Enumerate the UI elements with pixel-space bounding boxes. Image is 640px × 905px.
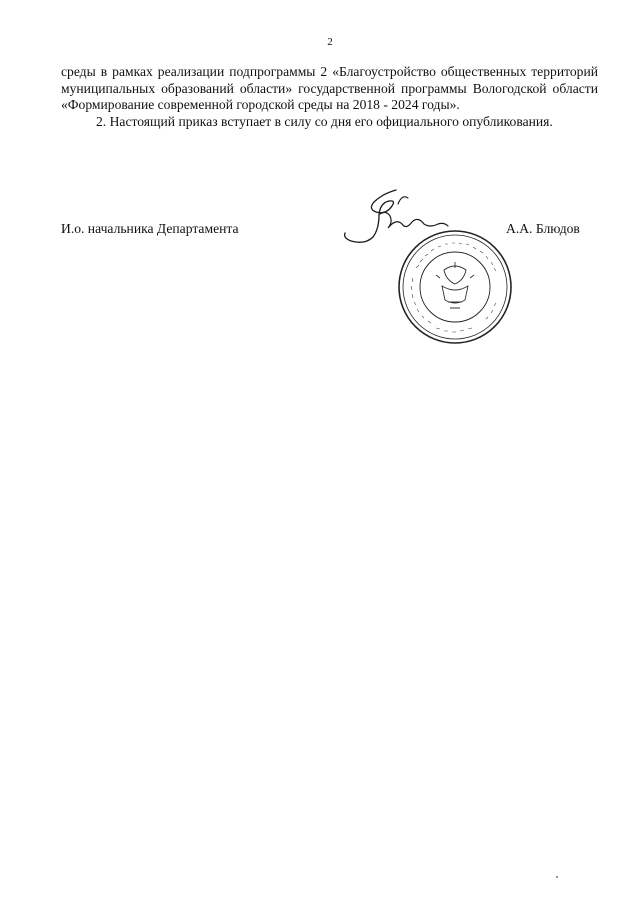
document-body [61,64,598,130]
page-number: 2 [327,36,333,48]
scan-speck [556,876,558,878]
paragraph-2: 2. Настоящий приказ вступает в силу со дня его официального опубликования. [96,113,553,129]
signatory-name: А.А. Блюдов [506,221,580,236]
signatory-title: И.о. начальника Департамента [61,221,239,236]
handwritten-signature [338,184,450,252]
paragraph-1: среды в рамках реализации подпрограммы 2 «Благоустройство общественных территорий муниципальных образований области» государственной программы Вологодской области «Формирование современной городской среды на 2018 - 2024 годы». [61,64,598,112]
